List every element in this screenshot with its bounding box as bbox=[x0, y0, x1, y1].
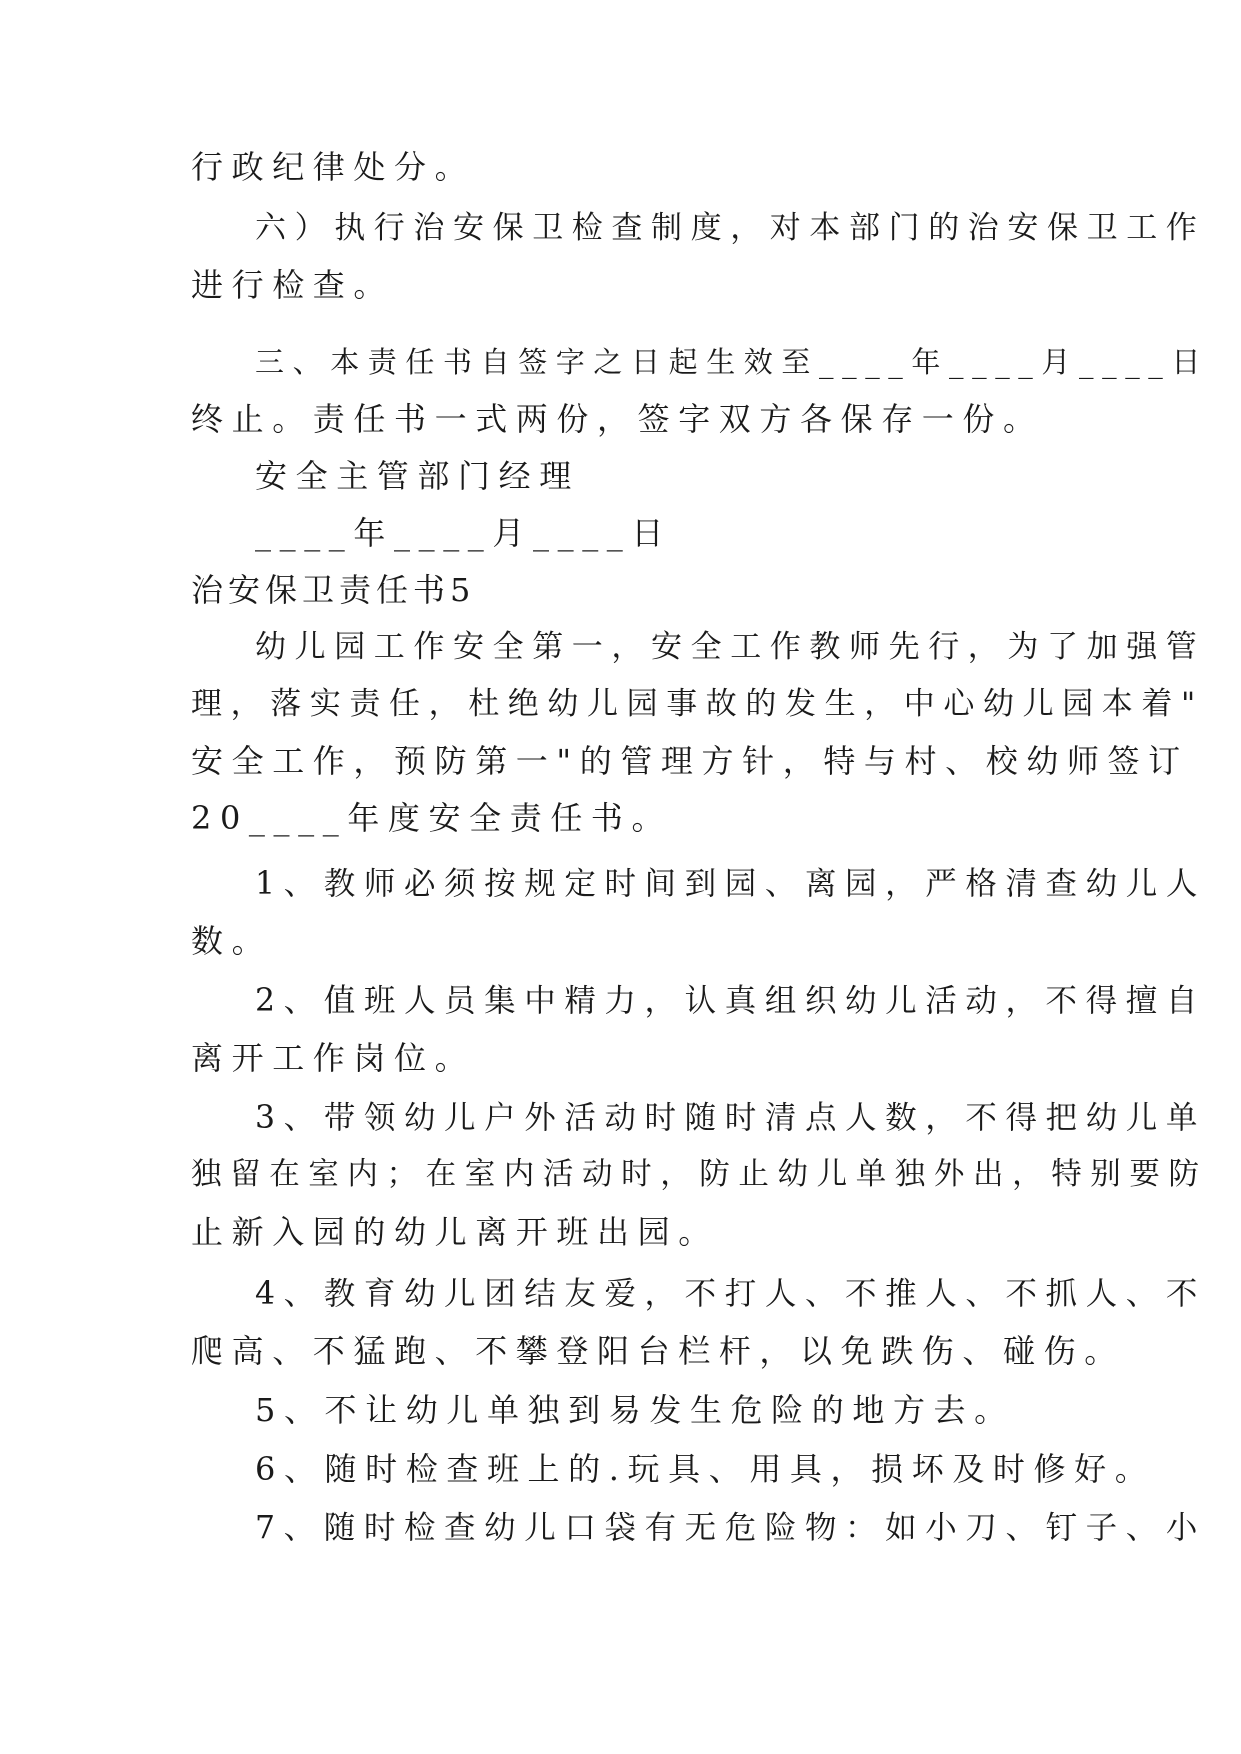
paragraph-line: 幼儿园工作安全第一，安全工作教师先行，为了加强管 bbox=[255, 629, 1206, 665]
paragraph-line: 终止。责任书一式两份，签字双方各保存一份。 bbox=[191, 400, 1044, 438]
list-item-continued: 独留在室内；在室内活动时，防止幼儿单独外出，特别要防 bbox=[191, 1157, 1208, 1192]
list-item-continued: 止新入园的幼儿离开班出园。 bbox=[191, 1213, 719, 1251]
paragraph-line: 20____年度安全责任书。 bbox=[191, 799, 673, 837]
signature-title: 安全主管部门经理 bbox=[255, 457, 580, 495]
list-item: 1、教师必须按规定时间到园、离园，严格清查幼儿人 bbox=[255, 866, 1206, 902]
list-item-continued: 离开工作岗位。 bbox=[191, 1039, 476, 1077]
list-item-continued: 数。 bbox=[191, 922, 273, 960]
paragraph-line: 六）执行治安保卫检查制度，对本部门的治安保卫工作 bbox=[255, 210, 1206, 246]
list-item: 2、值班人员集中精力，认真组织幼儿活动，不得擅自 bbox=[255, 983, 1206, 1019]
list-item: 6、随时检查班上的.玩具、用具，损坏及时修好。 bbox=[255, 1450, 1156, 1488]
list-item-continued: 爬高、不猛跑、不攀登阳台栏杆，以免跌伤、碰伤。 bbox=[191, 1332, 1125, 1370]
list-item: 4、教育幼儿团结友爱，不打人、不推人、不抓人、不 bbox=[255, 1276, 1206, 1312]
paragraph-line: 安全工作，预防第一"的管理方针，特与村、校幼师签订 bbox=[191, 742, 1189, 780]
signature-date: ____年____月____日 bbox=[255, 514, 673, 552]
paragraph-line: 进行检查。 bbox=[191, 266, 395, 304]
list-item: 3、带领幼儿户外活动时随时清点人数，不得把幼儿单 bbox=[255, 1100, 1206, 1136]
paragraph-line: 行政纪律处分。 bbox=[191, 148, 476, 186]
paragraph-line: 三、本责任书自签字之日起生效至____年____月____日 bbox=[255, 345, 1210, 379]
list-item: 5、不让幼儿单独到易发生危险的地方去。 bbox=[255, 1391, 1015, 1429]
paragraph-line: 理，落实责任，杜绝幼儿园事故的发生，中心幼儿园本着" bbox=[191, 686, 1204, 722]
section-title: 治安保卫责任书5 bbox=[191, 571, 476, 609]
list-item: 7、随时检查幼儿口袋有无危险物：如小刀、钉子、小 bbox=[255, 1510, 1206, 1546]
